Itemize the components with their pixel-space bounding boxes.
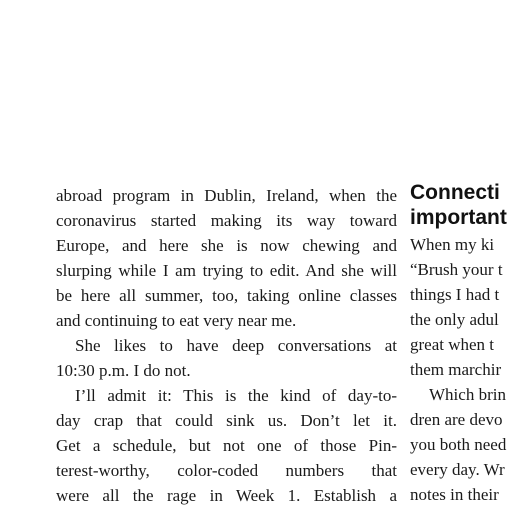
heading-line: Connecti (410, 181, 500, 204)
paragraph-1 (56, 183, 397, 333)
text-line: “Brush your t (410, 260, 503, 279)
text-line: you both need (410, 435, 507, 454)
text-line: coronavirus started making its way toward (56, 211, 397, 230)
text-line: every day. Wr (410, 460, 505, 479)
text-line: day crap that could sink us. Don’t let it. (56, 411, 397, 430)
heading-line: important (410, 206, 507, 229)
text-line: be here all summer, too, taking online classes (56, 286, 397, 305)
text-line: notes in their (410, 485, 499, 504)
paragraph-3 (56, 383, 397, 508)
text-line: When my ki (410, 235, 495, 254)
text-line: Which brin (429, 385, 506, 404)
text-line: slurping while I am trying to edit. And she will (56, 261, 397, 280)
section-heading (410, 180, 512, 230)
article-right-column (410, 180, 512, 507)
text-line: Europe, and here she is now chewing and (56, 236, 397, 255)
text-line: Get a schedule, but not one of those Pin- (56, 436, 397, 455)
text-line: were all the rage in Week 1. Establish a (56, 486, 397, 505)
text-line: abroad program in Dublin, Ireland, when the (56, 186, 397, 205)
text-line: and continuing to eat very near me. (56, 311, 297, 330)
text-line: 10:30 p.m. I do not. (56, 361, 191, 380)
text-line: dren are devo (410, 410, 503, 429)
article-left-column (56, 183, 397, 508)
paragraph-2 (56, 333, 397, 383)
text-line: things I had t (410, 285, 500, 304)
text-line: terest-worthy, color-coded numbers that (56, 461, 397, 480)
text-line: I’ll admit it: This is the kind of day-to- (75, 386, 397, 405)
text-line: the only adul (410, 310, 499, 329)
text-line: great when t (410, 335, 495, 354)
text-line: them marchir (410, 360, 502, 379)
section-body (410, 232, 512, 507)
text-line: She likes to have deep conversations at (75, 336, 397, 355)
